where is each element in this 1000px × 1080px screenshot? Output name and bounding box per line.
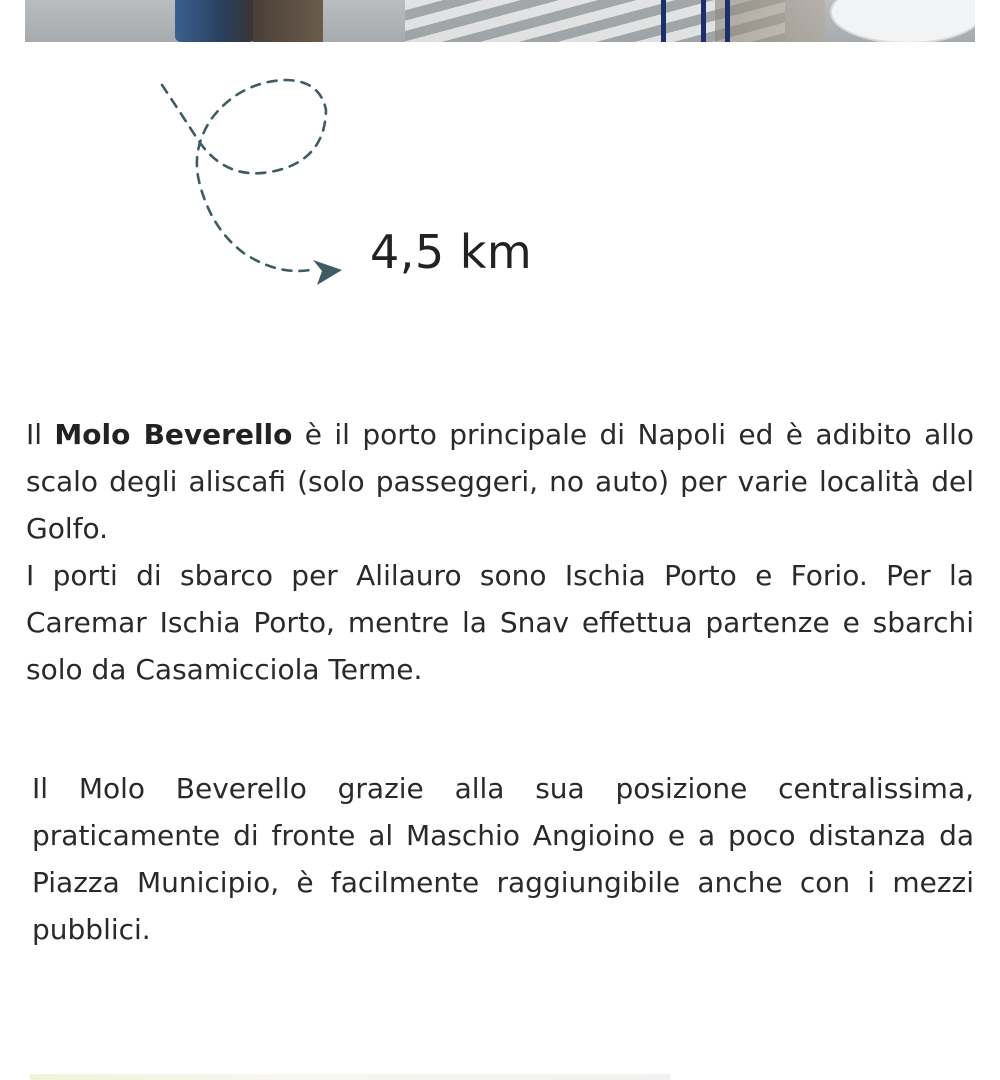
access-paragraph [32,765,974,953]
ports-text: I porti di sbarco per Alilauro sono Ischia Porto e Forio. Per la Caremar Ischia Porto, mentre la Snav effettua partenze e sbarchi solo da Casamicciola Terme. [26,559,974,686]
bollard [661,0,666,42]
distance-value: 4,5 km [370,225,533,279]
photo-shadow [715,0,825,42]
place-name: Molo Beverello [54,418,293,451]
bollard [725,0,730,42]
header-photo [25,0,975,42]
pedestrian [253,0,323,42]
intro-text [26,411,974,552]
intro-paragraph [26,411,974,693]
table-top [830,0,975,42]
route-arrowhead-icon [313,260,342,285]
access-text: Il Molo Beverello grazie alla sua posizione centralissima, praticamente di fronte al Maschio Angioino e a poco distanza da Piazza Municipio, è facilmente raggiungibile anche con i mezzi pubblici. [32,772,974,946]
next-section-edge [30,1074,670,1080]
bollard [701,0,706,42]
intro-lead: Il [26,418,55,451]
dashed-route-icon [150,70,370,300]
pedestrian [175,0,255,42]
intro-rest: è il porto principale di Napoli ed è adibito allo scalo degli aliscafi (solo passeggeri, no auto) per varie località del Golfo. [26,418,974,545]
route-line [162,80,326,271]
